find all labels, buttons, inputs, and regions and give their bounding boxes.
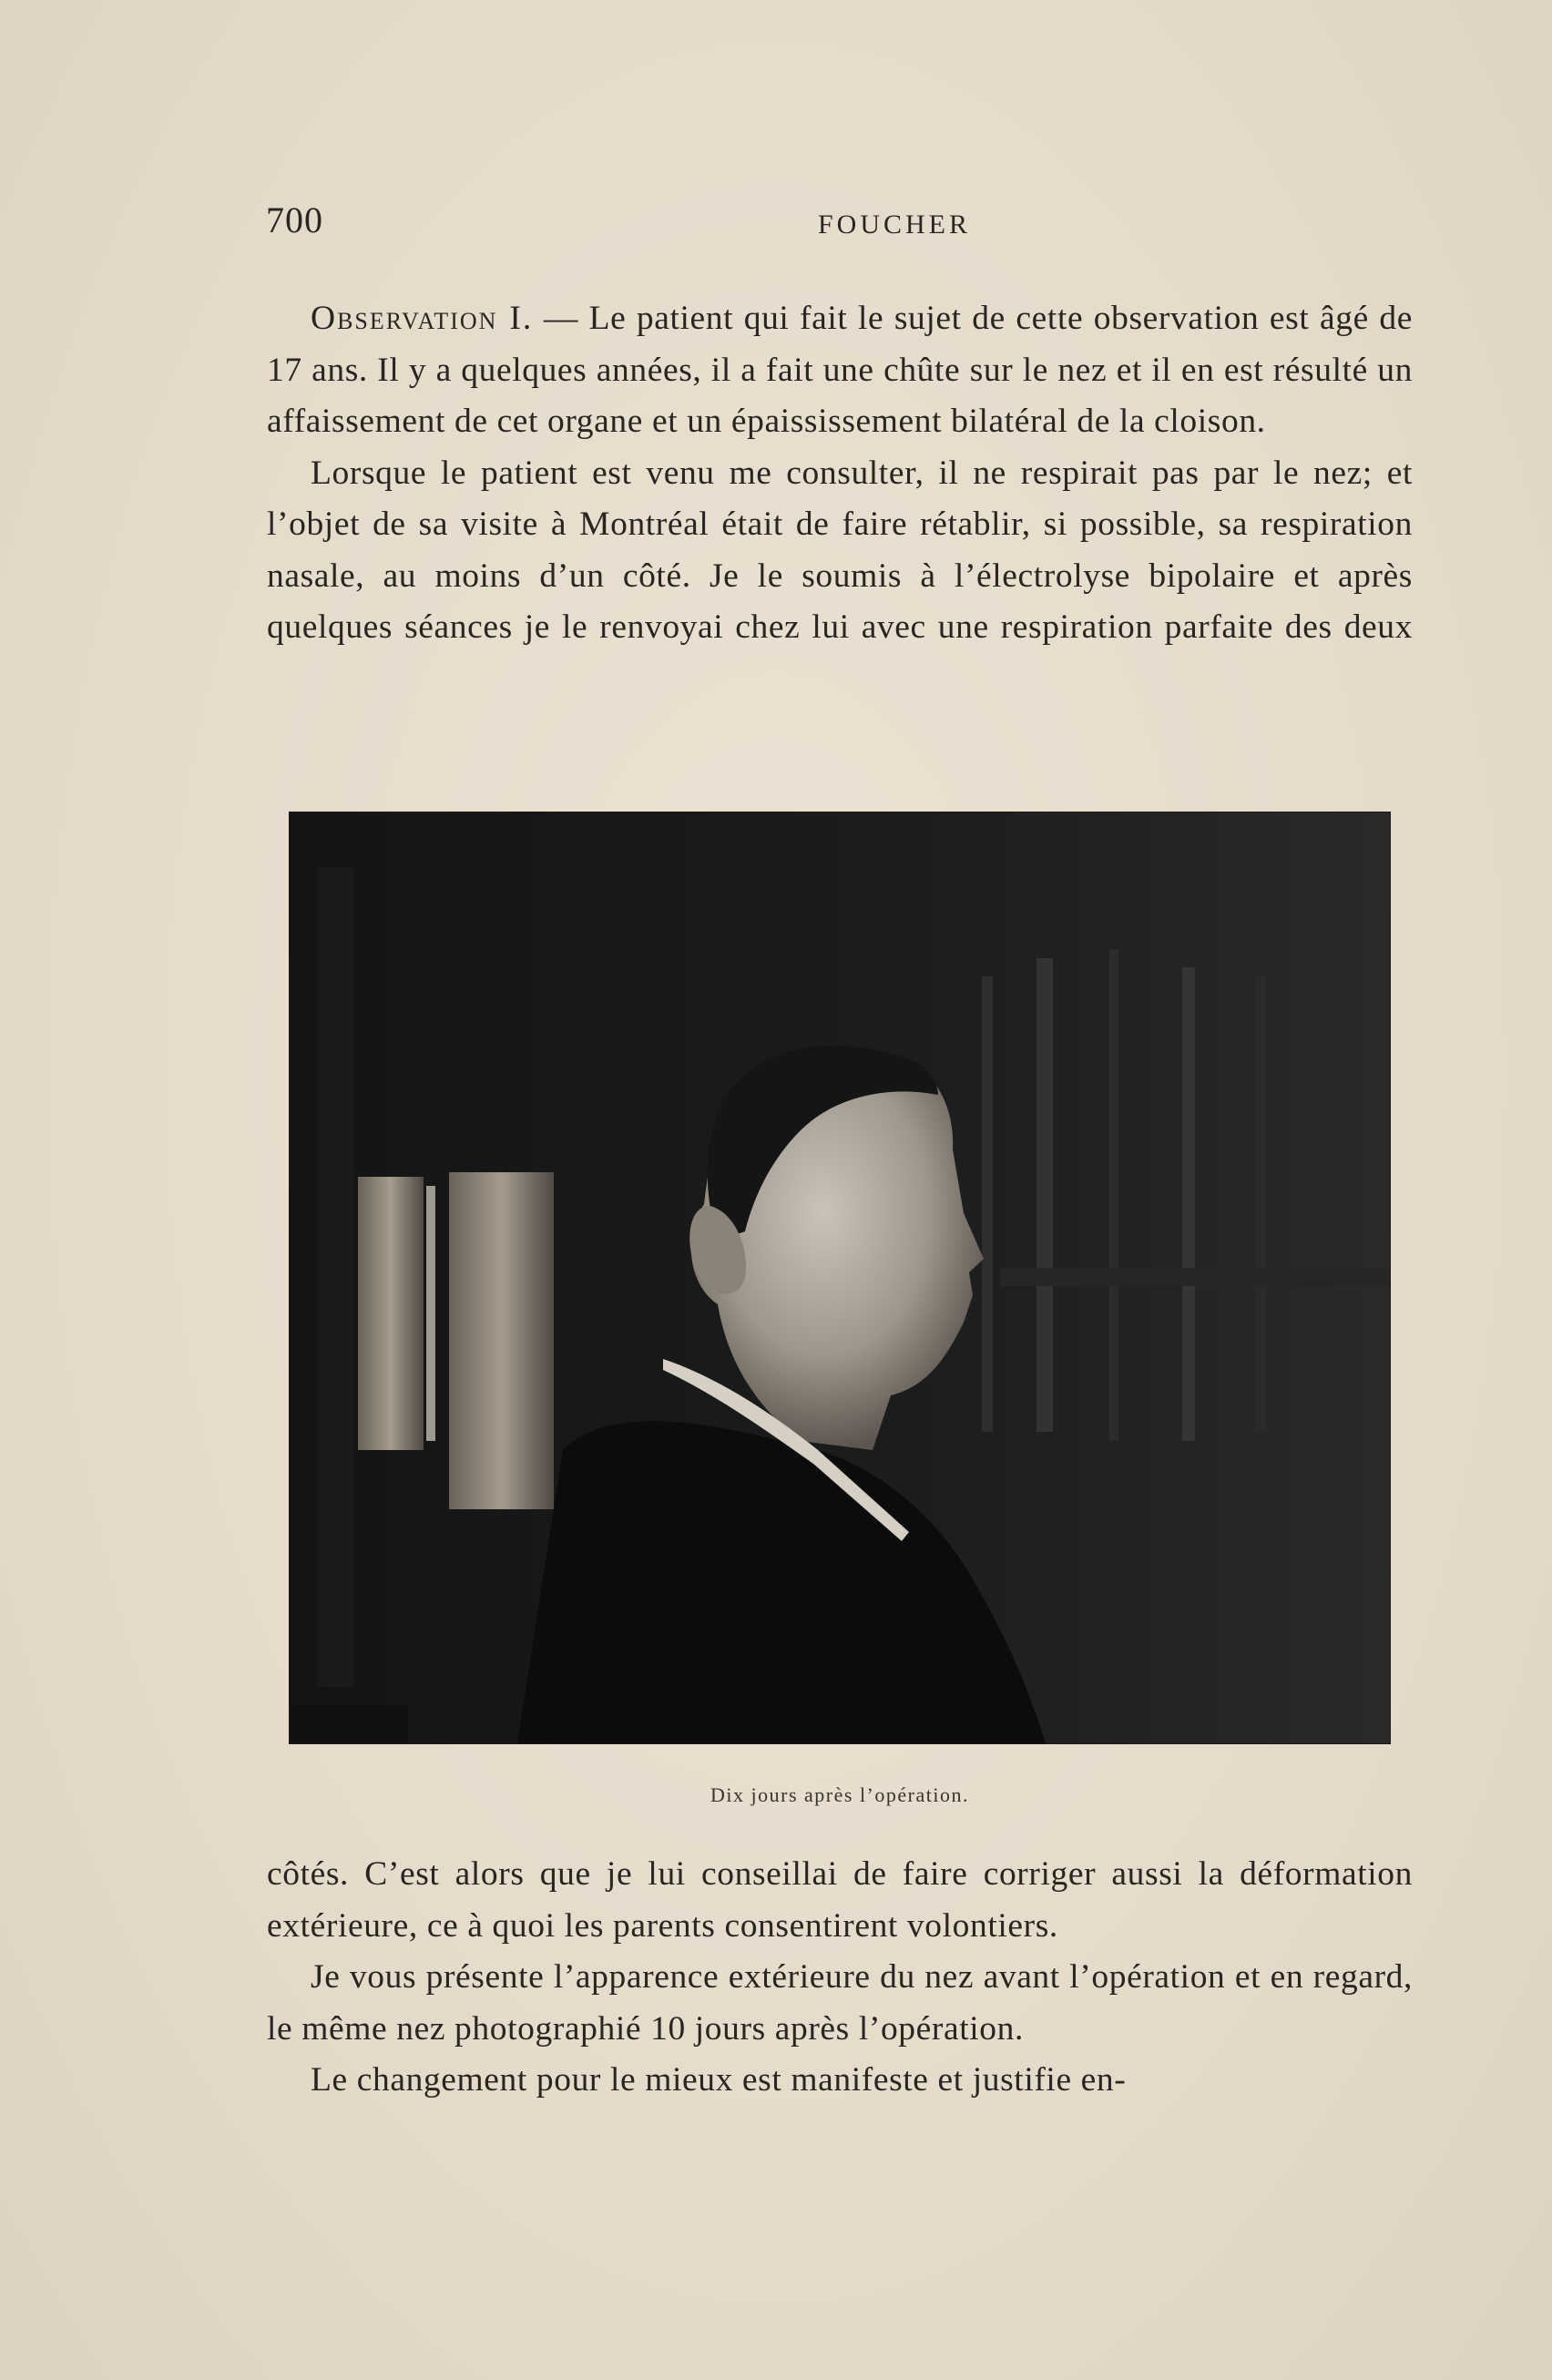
paragraph-conclusion: Le changement pour le mieux est manifeste et justifie en- — [311, 2061, 1127, 2099]
photograph-image — [290, 812, 1390, 1743]
observation-text: — Le patient qui fait le sujet de cette observation est âgé de 17 ans. Il y a quelques années, il a fait une chûte sur le nez et il en est résulté un affaissement de cet organe et un épaississement bilatéral de la cloison. — [267, 300, 1413, 440]
patient-profile-photograph — [290, 812, 1390, 1743]
running-title: FOUCHER — [817, 209, 972, 240]
observation-label: Observation I. — [311, 300, 534, 337]
text-block-bottom — [267, 1849, 1413, 2107]
paragraph-consultation: Lorsque le patient est venu me consulter, il ne respirait pas par le nez; et l’objet de sa visite à Montréal était de faire rétablir, si possible, sa respiration nasale, au moins d’un côté. Je le soumis à l’électrolyse bipolaire et après quelques séances je le renvoyai chez lui avec une respiration parfaite des deux — [267, 454, 1413, 646]
figure-caption: Dix jours après l’opération. — [710, 1783, 969, 1806]
running-head — [266, 199, 1423, 253]
page-number: 700 — [266, 199, 323, 240]
text-block-top — [267, 293, 1413, 654]
paragraph-observation — [267, 293, 1413, 448]
paragraph-presentation: Je vous présente l’apparence extérieure du nez avant l’opération et en regard, le même nez photographié 10 jours après l’opération. — [267, 1958, 1413, 2048]
paragraph-continuation: côtés. C’est alors que je lui conseillai de faire corriger aussi la déformation extérieure, ce à quoi les parents consentirent volontiers. — [267, 1855, 1413, 1945]
